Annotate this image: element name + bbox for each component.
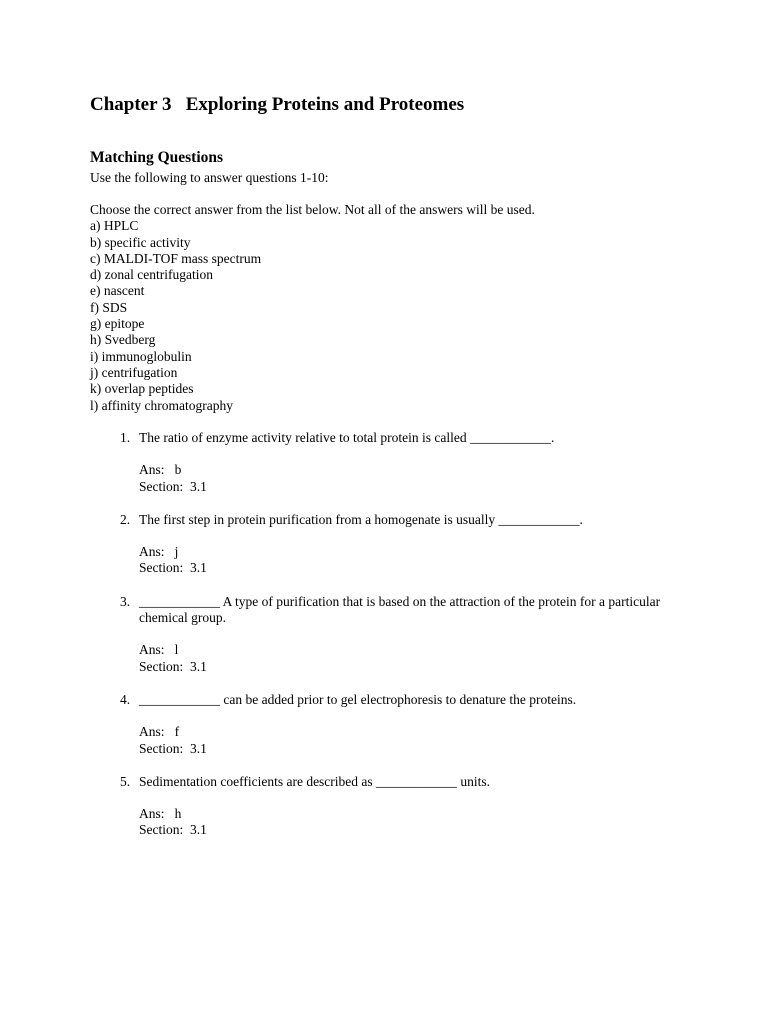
answer-line: Ans: j xyxy=(139,544,179,560)
option-g: g) epitope xyxy=(90,316,145,332)
answer-block xyxy=(139,642,690,675)
question-list xyxy=(90,430,690,856)
answer-block xyxy=(139,724,690,757)
question-number: 2. xyxy=(120,511,131,527)
option-j: j) centrifugation xyxy=(90,364,178,380)
section-line: Section: 3.1 xyxy=(139,478,207,494)
option-c: c) MALDI-TOF mass spectrum xyxy=(90,250,262,266)
section-line: Section: 3.1 xyxy=(139,560,207,576)
intro-text: Use the following to answer questions 1-10: xyxy=(90,170,329,185)
option-b: b) specific activity xyxy=(90,234,191,250)
question-number: 5. xyxy=(120,773,131,789)
question-text: ____________ can be added prior to gel electrophoresis to denature the proteins. xyxy=(139,691,577,707)
instructions-block xyxy=(90,202,535,414)
option-e: e) nascent xyxy=(90,283,145,299)
question-text: The first step in protein purification from a homogenate is usually ____________. xyxy=(139,511,583,527)
question-item xyxy=(90,594,690,675)
instructions-text: Choose the correct answer from the list below. Not all of the answers will be used. xyxy=(90,202,535,217)
question-number: 3. xyxy=(120,593,131,609)
answer-line: Ans: f xyxy=(139,724,180,740)
option-i: i) immunoglobulin xyxy=(90,348,192,364)
answer-block xyxy=(139,806,690,839)
answer-block xyxy=(139,544,690,577)
option-l: l) affinity chromatography xyxy=(90,397,233,413)
question-item xyxy=(90,430,690,495)
option-h: h) Svedberg xyxy=(90,332,156,348)
answer-line: Ans: b xyxy=(139,462,182,478)
option-k: k) overlap peptides xyxy=(90,381,194,397)
section-line: Section: 3.1 xyxy=(139,740,207,756)
question-item xyxy=(90,774,690,839)
question-text: The ratio of enzyme activity relative to total protein is called ____________. xyxy=(139,430,555,445)
question-text: ____________ A type of purification that is based on the attraction of the protein for a particular chemical group. xyxy=(139,593,664,626)
chapter-title: Chapter 3 Exploring Proteins and Proteomes xyxy=(90,94,465,115)
question-text: Sedimentation coefficients are described as ____________ units. xyxy=(139,773,491,789)
question-number: 4. xyxy=(120,691,131,707)
question-item xyxy=(90,692,690,757)
question-item xyxy=(90,512,690,577)
option-a: a) HPLC xyxy=(90,218,139,234)
answer-line: Ans: h xyxy=(139,806,182,822)
section-line: Section: 3.1 xyxy=(139,822,207,838)
question-number: 1. xyxy=(120,430,131,445)
option-f: f) SDS xyxy=(90,299,128,315)
answer-options-list xyxy=(90,218,535,414)
section-line: Section: 3.1 xyxy=(139,658,207,674)
option-d: d) zonal centrifugation xyxy=(90,267,213,283)
answer-block xyxy=(139,462,690,495)
section-heading: Matching Questions xyxy=(90,149,224,166)
answer-line: Ans: l xyxy=(139,642,179,658)
